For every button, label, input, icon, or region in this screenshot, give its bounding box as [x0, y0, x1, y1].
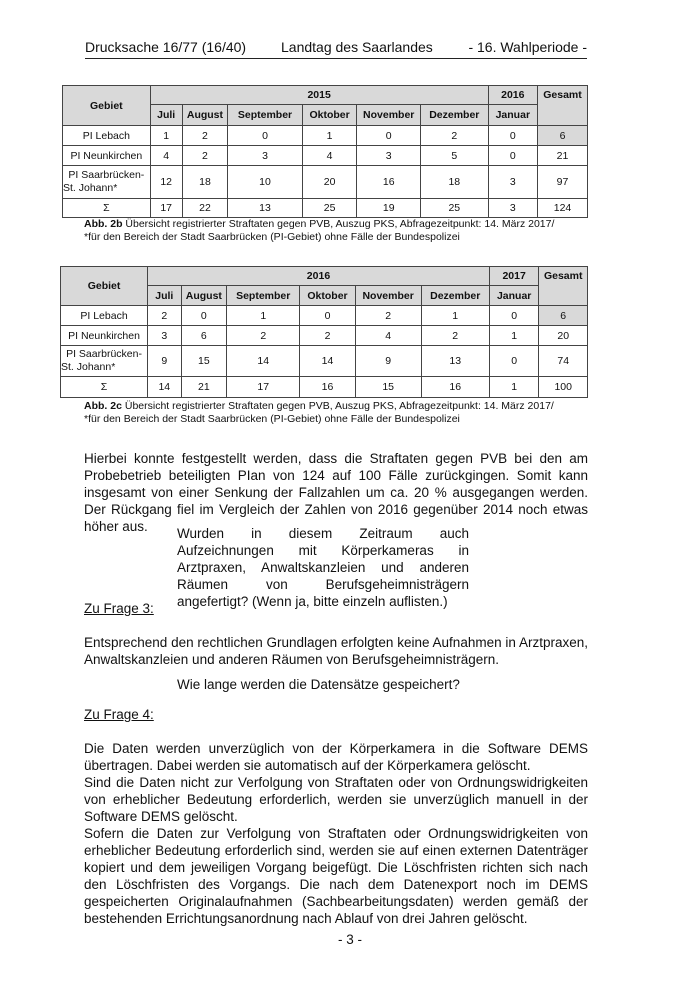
cell: 25 [302, 199, 357, 218]
cell: 9 [355, 346, 421, 377]
month-header: September [227, 286, 300, 306]
caption-label: Abb. 2c [84, 400, 122, 412]
cell: 25 [421, 199, 489, 218]
header-gebiet: Gebiet [63, 86, 151, 126]
month-header: November [357, 105, 421, 126]
header-year: 2015 [150, 86, 488, 105]
cell: 2 [227, 326, 300, 346]
header-gesamt: Gesamt [538, 86, 588, 126]
heading-answer-4: Zu Frage 4: [84, 707, 154, 722]
month-header: Oktober [300, 286, 355, 306]
cell: 3 [488, 166, 537, 199]
page-number: - 3 - [337, 932, 362, 947]
caption-label: Abb. 2b [84, 218, 123, 230]
total-cell: 100 [539, 377, 588, 398]
cell: 2 [148, 306, 181, 326]
cell: 3 [228, 146, 302, 166]
header-year: 2017 [489, 267, 539, 286]
cell: 17 [227, 377, 300, 398]
cell: 13 [421, 346, 489, 377]
cell: 0 [357, 126, 421, 146]
answer-4-paragraph-3: Sofern die Daten zur Verfolgung von Straftaten oder Ordnungswidrigkeiten von erheblicher Bedeutung erforderlich sind, werden sie auf einen externen Datenträger kopiert und dem jeweiligen Vorgang beigefügt. Die Löschfristen richten sich nach den Löschfristen des Vorgangs. Die nach dem Datenexport noch im DEMS gespeicherten Originalaufnahmen (Sachbearbeitungsdaten) werden gemäß der bestehenden Errichtungsanordnung nach Ablauf von drei Jahren gelöscht. [84, 826, 588, 926]
cell: 16 [421, 377, 489, 398]
cell: 4 [355, 326, 421, 346]
header-period: - 16. Wahlperiode - [468, 39, 587, 55]
cell: 22 [182, 199, 228, 218]
cell: 2 [182, 146, 228, 166]
month-header: August [182, 105, 228, 126]
cell: 5 [421, 146, 489, 166]
cell: 4 [150, 146, 182, 166]
answer-4-paragraph-1: Die Daten werden unverzüglich von der Körperkamera in die Software DEMS übertragen. Dabei werden sie automatisch auf der Körperkamera gelöscht. [84, 741, 588, 773]
cell: 17 [150, 199, 182, 218]
row-label: PI Saarbrücken-St. Johann* [63, 166, 151, 199]
cell: 12 [150, 166, 182, 199]
cell: 0 [181, 306, 227, 326]
cell: 2 [355, 306, 421, 326]
sum-label: Σ [63, 199, 151, 218]
header-year: 2016 [488, 86, 537, 105]
table-row [61, 306, 588, 326]
cell: 15 [355, 377, 421, 398]
month-header: Januar [489, 286, 539, 306]
cell: 1 [227, 306, 300, 326]
row-label: PI Neunkirchen [61, 326, 148, 346]
question-3: Wurden in diesem Zeitraum auch Aufzeichnungen mit Körperkameras in Arztpraxen, Anwaltskanzleien und anderen Räumen von Berufsgeheimnisträgern angefertigt? (Wenn ja, bitte einzeln auflisten.) [177, 526, 469, 609]
header-gesamt: Gesamt [539, 267, 588, 306]
cell: 3 [488, 199, 537, 218]
cell: 15 [181, 346, 227, 377]
total-cell: 21 [538, 146, 588, 166]
caption-text: Übersicht registrierter Straftaten gegen PVB, Auszug PKS, Abfragezeitpunkt: 14. März 2017/ [121, 400, 554, 412]
total-cell: 124 [538, 199, 588, 218]
cell: 0 [489, 306, 539, 326]
month-header: November [355, 286, 421, 306]
cell: 2 [300, 326, 355, 346]
cell: 2 [182, 126, 228, 146]
cell: 0 [228, 126, 302, 146]
cell: 13 [228, 199, 302, 218]
cell: 2 [421, 126, 489, 146]
table-row [61, 326, 588, 346]
cell: 1 [489, 377, 539, 398]
table-row [63, 166, 588, 199]
cell: 0 [488, 126, 537, 146]
sum-row [61, 377, 588, 398]
total-cell: 97 [538, 166, 588, 199]
cell: 0 [488, 146, 537, 166]
heading-answer-3: Zu Frage 3: [84, 601, 154, 616]
row-label: PI Neunkirchen [63, 146, 151, 166]
caption-footnote: *für den Bereich der Stadt Saarbrücken (PI-Gebiet) ohne Fälle der Bundespolizei [84, 231, 460, 243]
cell: 2 [421, 326, 489, 346]
sum-label: Σ [61, 377, 148, 398]
cell: 18 [182, 166, 228, 199]
question-4: Wie lange werden die Datensätze gespeichert? [177, 677, 460, 692]
month-header: August [181, 286, 227, 306]
cell: 1 [150, 126, 182, 146]
answer-4-paragraph-2: Sind die Daten nicht zur Verfolgung von Straftaten oder von Ordnungswidrigkeiten von erheblicher Bedeutung erforderlich, werden sie unverzüglich manuell in der Software DEMS gelöscht. [84, 775, 588, 824]
cell: 16 [357, 166, 421, 199]
cell: 21 [181, 377, 227, 398]
month-header: Juli [148, 286, 181, 306]
cell: 3 [357, 146, 421, 166]
cell: 1 [302, 126, 357, 146]
month-header: Dezember [421, 286, 489, 306]
cell: 3 [148, 326, 181, 346]
cell: 1 [489, 326, 539, 346]
cell: 20 [302, 166, 357, 199]
table-caption [84, 400, 604, 426]
cell: 19 [357, 199, 421, 218]
row-label: PI Saarbrücken-St. Johann* [61, 346, 148, 377]
table-row [63, 126, 588, 146]
cell: 18 [421, 166, 489, 199]
row-label: PI Lebach [63, 126, 151, 146]
page-header [85, 38, 587, 59]
table-row [63, 146, 588, 166]
cell: 16 [300, 377, 355, 398]
cell: 0 [300, 306, 355, 326]
cell: 10 [228, 166, 302, 199]
table-caption [84, 218, 604, 244]
table-row [61, 346, 588, 377]
sum-row [63, 199, 588, 218]
header-gebiet: Gebiet [61, 267, 148, 306]
cell: 1 [421, 306, 489, 326]
total-cell: 6 [538, 126, 588, 146]
header-year: 2016 [148, 267, 490, 286]
month-header: Januar [488, 105, 537, 126]
cell: 6 [181, 326, 227, 346]
cell: 4 [302, 146, 357, 166]
month-header: September [228, 105, 302, 126]
cell: 14 [227, 346, 300, 377]
cell: 14 [300, 346, 355, 377]
cell: 14 [148, 377, 181, 398]
statistics-table-2015 [62, 85, 588, 218]
total-cell: 74 [539, 346, 588, 377]
total-cell: 6 [539, 306, 588, 326]
row-label: PI Lebach [61, 306, 148, 326]
caption-text: Übersicht registrierter Straftaten gegen PVB, Auszug PKS, Abfragezeitpunkt: 14. März 2017/ [122, 218, 555, 230]
paragraph-results: Hierbei konnte festgestellt werden, dass die Straftaten gegen PVB bei den am Probebetrieb beteiligten PIan von 124 auf 100 Fälle zurückgingen. Somit kann insgesamt von einer Senkung der Fallzahlen um ca. 20 % ausgegangen werden. Der Rückgang fiel im Vergleich der Zahlen von 2016 gegenüber 2014 noch etwas höher aus. [84, 451, 588, 534]
cell: 0 [489, 346, 539, 377]
caption-footnote: *für den Bereich der Stadt Saarbrücken (PI-Gebiet) ohne Fälle der Bundespolizei [84, 413, 460, 425]
cell: 9 [148, 346, 181, 377]
month-header: Juli [150, 105, 182, 126]
month-header: Oktober [302, 105, 357, 126]
statistics-table-2016 [60, 266, 588, 398]
total-cell: 20 [539, 326, 588, 346]
answer-3: Entsprechend den rechtlichen Grundlagen erfolgten keine Aufnahmen in Arztpraxen, Anwaltskanzleien und anderen Räumen von Berufsgeheimnisträgern. [84, 635, 588, 667]
header-parliament: Landtag des Saarlandes [281, 39, 433, 55]
header-document-number: Drucksache 16/77 (16/40) [85, 39, 247, 55]
month-header: Dezember [421, 105, 489, 126]
